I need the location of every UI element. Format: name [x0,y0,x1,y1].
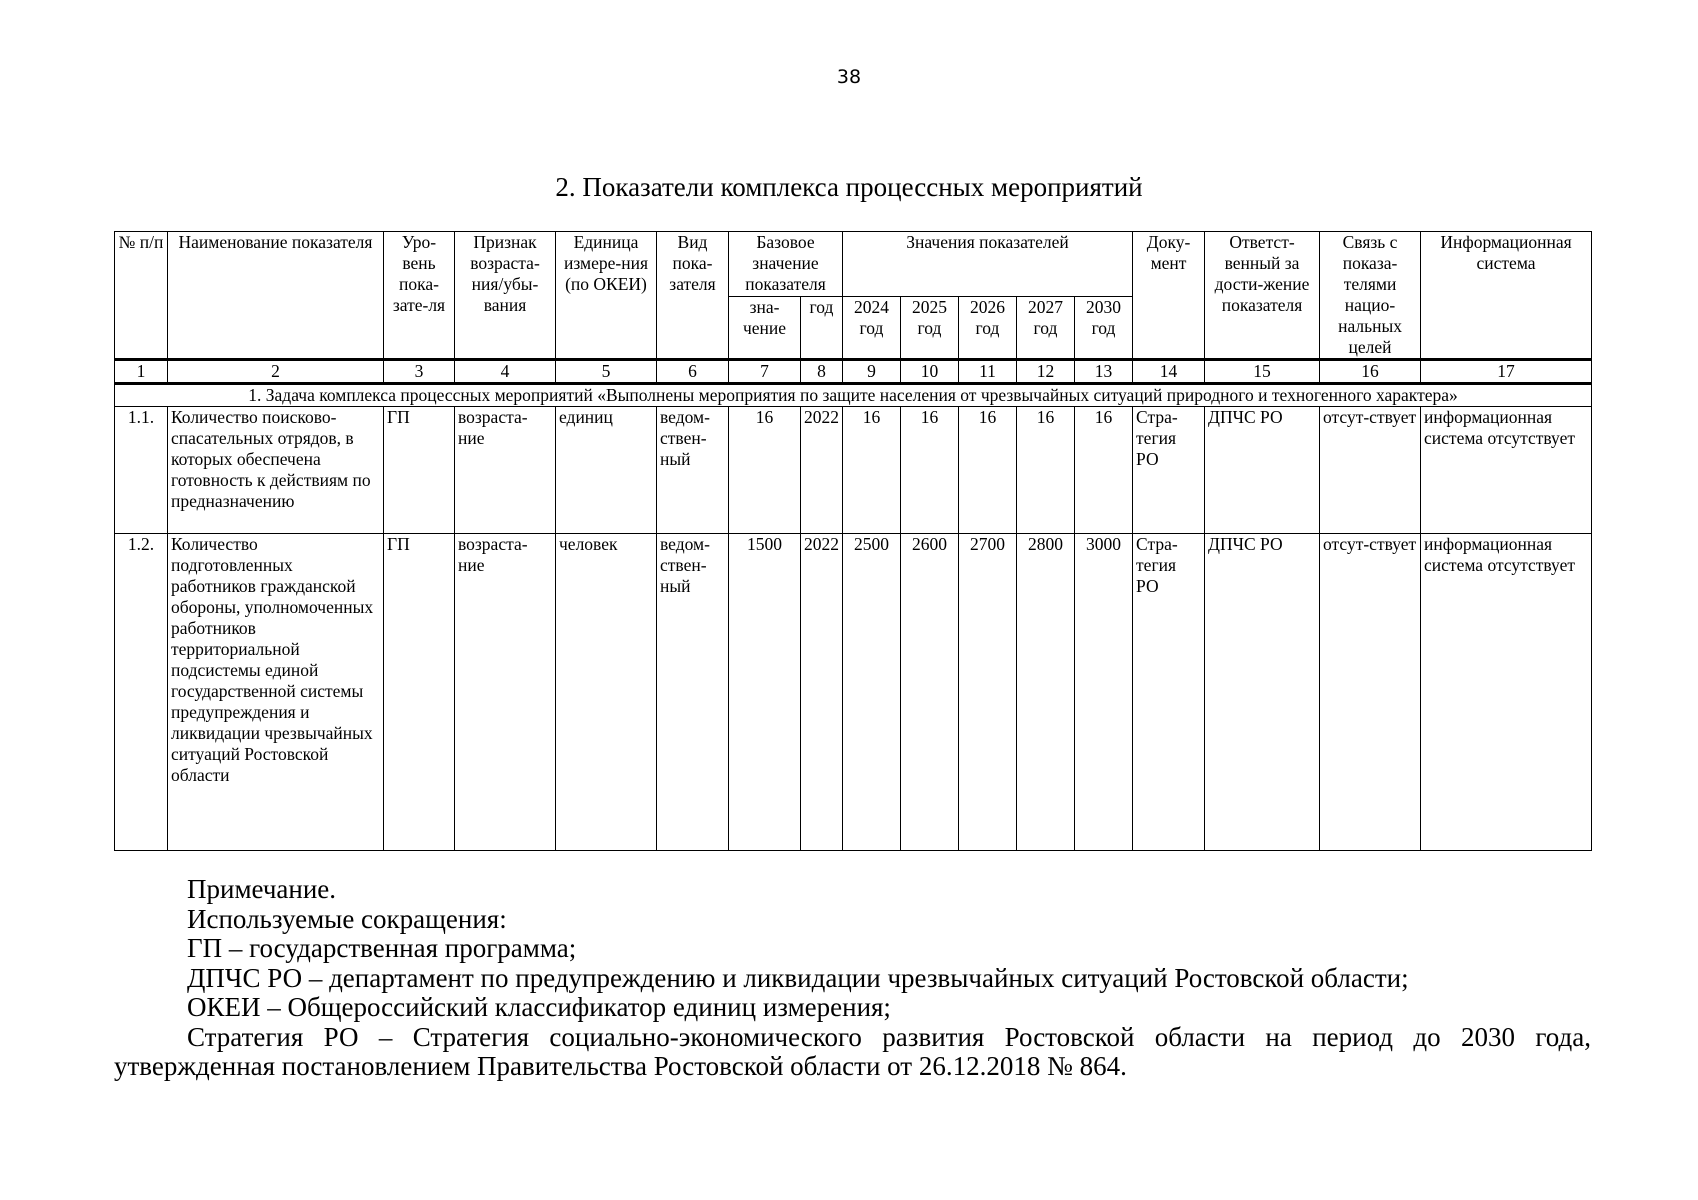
note-abbreviations: Используемые сокращения: [187,903,507,934]
table-row [115,534,1592,851]
row-trend: возраста-ние [455,534,556,851]
note-dpchs: ДПЧС РО – департамент по предупреждению и ликвидации чрезвычайных ситуаций Ростовской области; [187,962,1409,993]
row-link: отсут-ствует [1320,534,1421,851]
row-type: ведом-ствен-ный [657,407,729,534]
row-value-2030: 3000 [1075,534,1133,851]
table-row [115,407,1592,534]
row-link: отсут-ствует [1320,407,1421,534]
header-base-year: год [801,296,843,360]
column-number: 16 [1320,360,1421,384]
header-link: Связь с показа-телями нацио-нальных целей [1320,232,1421,360]
column-number: 9 [843,360,901,384]
row-name: Количество подготовленных работников гражданской обороны, уполномоченных работников территориальной подсистемы единой государственной системы предупреждения и ликвидации чрезвычайных ситуаций Ростовской области [168,534,384,851]
column-number: 8 [801,360,843,384]
row-value-2024: 16 [843,407,901,534]
note-heading: Примечание. [187,874,337,904]
column-number: 3 [384,360,455,384]
row-resp: ДПЧС РО [1205,407,1320,534]
page-number: 38 [836,66,862,88]
note-okei: ОКЕИ – Общероссийский классификатор единиц измерения; [187,992,891,1022]
header-resp: Ответст-венный за дости-жение показателя [1205,232,1320,360]
header-trend: Признак возраста-ния/убы-вания [455,232,556,360]
row-value-2026: 16 [959,407,1017,534]
row-value-2027: 2800 [1017,534,1075,851]
row-num: 1.1. [115,407,168,534]
column-number: 12 [1017,360,1075,384]
column-number: 7 [729,360,801,384]
notes [114,875,1591,1082]
column-number: 15 [1205,360,1320,384]
column-number: 6 [657,360,729,384]
task-row [115,384,1592,407]
indicators-table [114,231,1592,851]
header-name: Наименование показателя [168,232,384,360]
row-value-2026: 2700 [959,534,1017,851]
row-base-year: 2022 [801,534,843,851]
row-trend: возраста-ние [455,407,556,534]
column-number: 1 [115,360,168,384]
column-number: 10 [901,360,959,384]
row-level: ГП [384,534,455,851]
row-unit: человек [556,534,657,851]
note-gp: ГП – государственная программа; [187,933,577,963]
row-level: ГП [384,407,455,534]
row-info: информационная система отсутствует [1421,407,1592,534]
row-doc: Стра-тегия РО [1133,534,1205,851]
row-base-value: 16 [729,407,801,534]
header-num: № п/п [115,232,168,360]
section-title: 2. Показатели комплекса процессных мероприятий [555,172,1143,202]
column-number: 2 [168,360,384,384]
header-2026: 2026 год [959,296,1017,360]
header-type: Вид пока-зателя [657,232,729,360]
row-info: информационная система отсутствует [1421,534,1592,851]
header-2025: 2025 год [901,296,959,360]
header-2024: 2024 год [843,296,901,360]
row-base-year: 2022 [801,407,843,534]
header-unit: Единица измере-ния (по ОКЕИ) [556,232,657,360]
header-2027: 2027 год [1017,296,1075,360]
row-value-2025: 2600 [901,534,959,851]
task-title: 1. Задача комплекса процессных мероприятий «Выполнены мероприятия по защите населения от чрезвычайных ситуаций природного и техногенного характера» [115,384,1592,407]
note-strategy: Стратегия РО – Стратегия социально-экономического развития Ростовской области на период до 2030 года, утвержденная постановлением Правительства Ростовской области от 26.12.2018 № 864. [114,1021,1591,1081]
row-doc: Стра-тегия РО [1133,407,1205,534]
row-type: ведом-ствен-ный [657,534,729,851]
column-number: 17 [1421,360,1592,384]
column-number: 14 [1133,360,1205,384]
row-value-2030: 16 [1075,407,1133,534]
row-base-value: 1500 [729,534,801,851]
column-number: 5 [556,360,657,384]
row-value-2027: 16 [1017,407,1075,534]
header-info: Информационная система [1421,232,1592,360]
header-level: Уро-вень пока-зате-ля [384,232,455,360]
header-base: Базовое значение показателя [729,232,843,297]
header-base-value: зна-чение [729,296,801,360]
header-doc: Доку-мент [1133,232,1205,360]
row-resp: ДПЧС РО [1205,534,1320,851]
column-number-row [115,360,1592,384]
header-2030: 2030 год [1075,296,1133,360]
row-value-2024: 2500 [843,534,901,851]
header-values: Значения показателей [843,232,1133,297]
row-value-2025: 16 [901,407,959,534]
column-number: 13 [1075,360,1133,384]
column-number: 11 [959,360,1017,384]
row-unit: единиц [556,407,657,534]
row-name: Количество поисково-спасательных отрядов, в которых обеспечена готовность к действиям по предназначению [168,407,384,534]
row-num: 1.2. [115,534,168,851]
header-row-1 [115,232,1592,297]
column-number: 4 [455,360,556,384]
